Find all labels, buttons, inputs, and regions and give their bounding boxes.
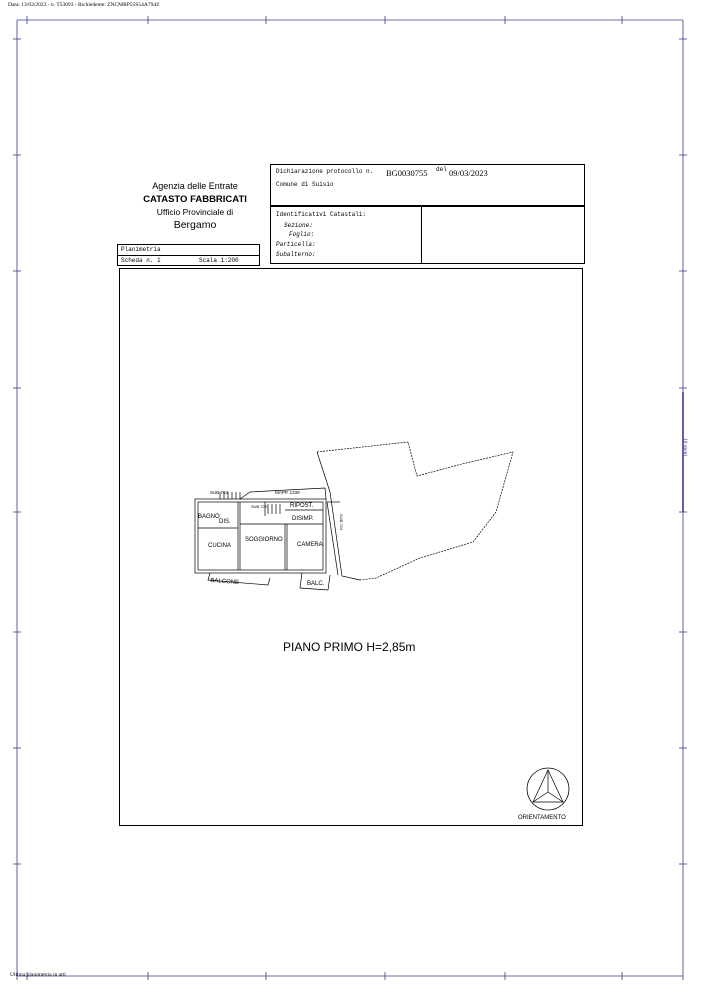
plan-title: PIANO PRIMO H=2,85m xyxy=(283,640,416,654)
room-soggiorno: SOGGIORNO xyxy=(245,537,283,543)
office-city: Bergamo xyxy=(173,219,217,231)
sezione-label: Sezione: xyxy=(284,222,313,229)
room-disimp: DISIMP. xyxy=(292,516,314,522)
scala-label: Scala 1:200 xyxy=(199,257,239,264)
catasto-title: CATASTO FABBRICATI xyxy=(143,194,247,205)
label-sub-a: SUB.763 xyxy=(210,490,229,495)
protocol-label: Dichiarazione protocollo n. xyxy=(276,168,374,175)
agency-name: Agenzia delle Entrate xyxy=(152,181,238,191)
declaration-date: 09/03/2023 xyxy=(449,168,488,178)
label-mapp: MAPP. 1339 xyxy=(275,490,300,495)
date-label: del xyxy=(436,166,447,173)
request-info: Data: 13/03/2023 - n. T53093 - Richiedente: ZNCMRP55S54A794Z xyxy=(8,2,160,8)
room-cucina: CUCINA xyxy=(208,543,232,549)
municipality: Comune di Suisio xyxy=(276,181,334,188)
subalterno-label: Subalterno: xyxy=(276,251,316,258)
identifiers-divider xyxy=(421,206,422,264)
room-balcone: BALCONE xyxy=(210,577,240,586)
label-sub-c: SUB.724 xyxy=(339,514,344,531)
room-dis: DIS. xyxy=(219,519,231,525)
office-label: Ufficio Provinciale di xyxy=(156,207,234,217)
protocol-number: BG0030755 xyxy=(386,168,428,178)
scale-bar-label: 10 metri xyxy=(682,438,688,457)
foglio-label: Foglio: xyxy=(289,231,315,238)
room-bagno: BAGNO xyxy=(198,514,220,520)
room-ripost: RIPOST. xyxy=(290,503,314,509)
room-balc: BALC. xyxy=(307,581,325,587)
floor-plan xyxy=(180,440,520,600)
compass-icon xyxy=(525,766,571,812)
orientation-label: ORIENTAMENTO xyxy=(518,815,566,821)
label-sub-b: SUB.720 xyxy=(251,504,268,509)
particella-label: Particella: xyxy=(276,241,316,248)
footer-info: Ultima planimetria in atti xyxy=(10,972,66,978)
room-camera: CAMERA xyxy=(297,542,323,548)
planimetria-divider xyxy=(117,255,260,256)
identifiers-title: Identificativi Catastali: xyxy=(276,211,367,218)
planimetria-label: Planimetria xyxy=(121,246,161,253)
scheda-label: Scheda n. 1 xyxy=(121,257,161,264)
